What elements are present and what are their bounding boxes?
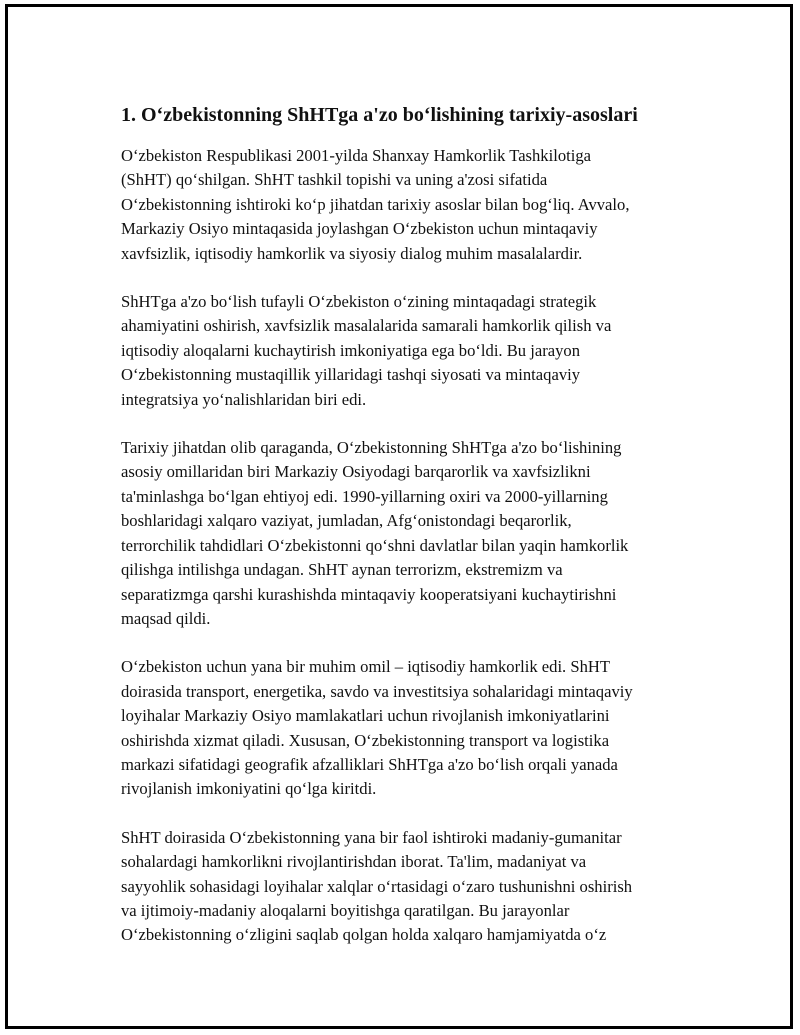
paragraph-2 [121, 290, 701, 412]
text-line: O‘zbekiston Respublikasi 2001-yilda Shanxay Hamkorlik Tashkilotiga [121, 146, 592, 165]
text-line: qilishga intilishga undagan. ShHT aynan terrorizm, ekstremizm va [121, 560, 563, 580]
text-line: ahamiyatini oshirish, xavfsizlik masalalarida samarali hamkorlik qilish va [121, 316, 612, 336]
paragraph-5 [121, 826, 701, 948]
text-line: Tarixiy jihatdan olib qaraganda, O‘zbekistonning ShHTga a'zo bo‘lishining [121, 438, 622, 458]
paragraph-1 [121, 144, 701, 266]
paragraph-4 [121, 655, 701, 801]
text-line: ta'minlashga bo‘lgan ehtiyoj edi. 1990-yillarning oxiri va 2000-yillarning [121, 486, 608, 506]
text-line: doirasida transport, energetika, savdo va investitsiya sohalaridagi mintaqaviy [121, 681, 633, 701]
text-line: O‘zbekiston uchun yana bir muhim omil – iqtisodiy hamkorlik edi. ShHT [121, 657, 610, 677]
text-line: asosiy omillaridan biri Markaziy Osiyodagi barqarorlik va xavfsizlikni [121, 462, 591, 482]
document-body [121, 102, 701, 972]
section-heading: 1. O‘zbekistonning ShHTga a'zo bo‘lishining tarixiy-asoslari [121, 104, 638, 126]
paragraph-3 [121, 436, 701, 631]
text-line: rivojlanish imkoniyatini qo‘lga kiritdi. [121, 779, 377, 799]
text-line: iqtisodiy aloqalarni kuchaytirish imkoniyatiga ega bo‘ldi. Bu jarayon [121, 340, 580, 360]
text-line: ShHT doirasida O‘zbekistonning yana bir faol ishtiroki madaniy-gumanitar [121, 827, 622, 847]
text-line: oshirishda xizmat qiladi. Xususan, O‘zbekistonning transport va logistika [121, 730, 610, 750]
text-line: maqsad qildi. [121, 608, 211, 628]
page-frame [5, 4, 793, 1029]
text-line: boshlaridagi xalqaro vaziyat, jumladan, Afg‘onistondagi beqarorlik, [121, 511, 572, 531]
text-line: markazi sifatidagi geografik afzalliklari ShHTga a'zo bo‘lish orqali yanada [121, 754, 618, 774]
text-line: O‘zbekistonning o‘zligini saqlab qolgan holda xalqaro hamjamiyatda o‘z [121, 925, 607, 945]
text-line: Markaziy Osiyo mintaqasida joylashgan O‘zbekiston uchun mintaqaviy [121, 219, 598, 239]
text-line: terrorchilik tahdidlari O‘zbekistonni qo‘shni davlatlar bilan yaqin hamkorlik [121, 535, 629, 555]
text-line: sayyohlik sohasidagi loyihalar xalqlar o‘rtasidagi o‘zaro tushunishni oshirish [121, 876, 633, 896]
text-line: integratsiya yo‘nalishlaridan biri edi. [121, 389, 367, 409]
text-line: va ijtimoiy-madaniy aloqalarni boyitishga qaratilgan. Bu jarayonlar [121, 900, 570, 920]
text-line: O‘zbekistonning ishtiroki ko‘p jihatdan tarixiy asoslar bilan bog‘liq. Avvalo, [121, 194, 630, 214]
text-line: sohalardagi hamkorlikni rivojlantirishdan iborat. Ta'lim, madaniyat va [121, 852, 587, 872]
text-line: xavfsizlik, iqtisodiy hamkorlik va siyosiy dialog muhim masalalardir. [121, 243, 583, 263]
text-line: ShHTga a'zo bo‘lish tufayli O‘zbekiston o‘zining mintaqadagi strategik [121, 292, 597, 312]
text-line: separatizmga qarshi kurashishda mintaqaviy kooperatsiyani kuchaytirishni [121, 584, 617, 604]
text-line: loyihalar Markaziy Osiyo mamlakatlari uchun rivojlanish imkoniyatlarini [121, 706, 610, 726]
text-line: O‘zbekistonning mustaqillik yillaridagi tashqi siyosati va mintaqaviy [121, 365, 581, 385]
text-line: (ShHT) qo‘shilgan. ShHT tashkil topishi va uning a'zosi sifatida [121, 170, 548, 190]
